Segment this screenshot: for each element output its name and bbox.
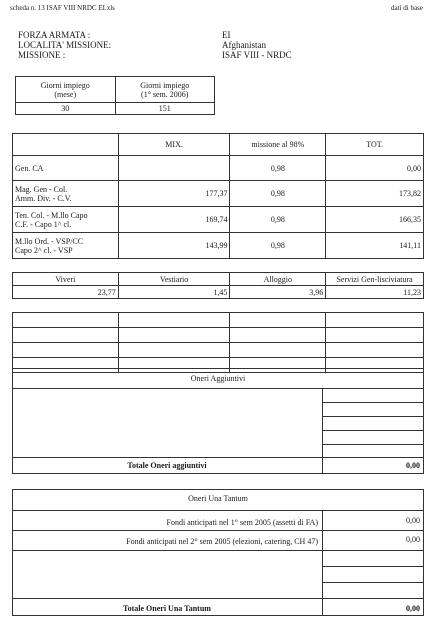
oneri-una-tantum-title: Oneri Una Tantum xyxy=(188,494,248,503)
mix-row-tot: 141,11 xyxy=(326,233,424,259)
servizi-value-servizi: 11,23 xyxy=(326,286,424,299)
oneri-aggiuntivi-line xyxy=(322,430,424,431)
mix-row xyxy=(13,207,424,233)
mix-header-mix: MIX. xyxy=(118,134,230,156)
mix-row xyxy=(13,181,424,207)
value-forza-armata: EI xyxy=(222,30,231,40)
mix-row-tot: 166,35 xyxy=(326,207,424,233)
mix-row-label: M.llo Ord. - VSP/CC Capo 2^ cl. - VSP xyxy=(13,233,119,259)
mix-header-blank xyxy=(13,134,119,156)
servizi-header-vestiario: Vestiario xyxy=(118,273,230,286)
oneri-aggiuntivi-line xyxy=(12,388,424,389)
list-item: Fondi anticipati nel 1° sem 2005 (assetti di FA) xyxy=(166,518,318,527)
oneri-una-tantum-line xyxy=(12,550,424,551)
label-missione: MISSIONE : xyxy=(18,50,66,60)
mix-row-label: Mag. Gen - Col. Amm. Div. - C.V. xyxy=(13,181,119,207)
mix-row-tot: 0,00 xyxy=(326,156,424,181)
list-item-value: 0,00 xyxy=(406,516,420,525)
servizi-value-alloggio: 3,96 xyxy=(230,286,326,299)
mix-row xyxy=(13,156,424,181)
info-labels xyxy=(18,30,111,60)
oneri-una-tantum-box xyxy=(12,489,424,616)
oneri-aggiuntivi-title: Oneri Aggiuntivi xyxy=(190,374,246,383)
giorni-header-mese: Giorni impiego (mese) xyxy=(16,77,116,103)
oneri-una-tantum-line xyxy=(12,510,424,511)
mix-row-percent: 0,98 xyxy=(230,181,326,207)
servizi-header-viveri: Viveri xyxy=(13,273,119,286)
oneri-aggiuntivi-line xyxy=(12,457,424,458)
oneri-una-tantum-line xyxy=(12,530,424,531)
servizi-header-servizi: Servizi Gen-lisciviatura xyxy=(326,273,424,286)
oneri-una-tantum-line xyxy=(322,582,424,583)
mix-row xyxy=(13,233,424,259)
mix-row-mix: 169,74 xyxy=(118,207,230,233)
mix-table xyxy=(12,133,424,259)
oneri-una-tantum-line xyxy=(322,566,424,567)
servizi-header-alloggio: Alloggio xyxy=(230,273,326,286)
giorni-value-semestre: 151 xyxy=(115,103,215,115)
value-missione: ISAF VIII - NRDC xyxy=(222,50,292,60)
mix-header-percent: missione al 98% xyxy=(230,134,326,156)
totale-oneri-aggiuntivi-label: Totale Oneri aggiuntivi xyxy=(127,461,207,470)
info-values xyxy=(222,30,292,60)
totale-oneri-una-tantum-label: Totale Oneri Una Tantum xyxy=(123,604,211,613)
list-item-value: 0,00 xyxy=(406,535,420,544)
oneri-aggiuntivi-box xyxy=(12,368,424,474)
mix-row-mix xyxy=(118,156,230,181)
oneri-aggiuntivi-line xyxy=(322,416,424,417)
mix-row-mix: 143,99 xyxy=(118,233,230,259)
oneri-aggiuntivi-line xyxy=(322,444,424,445)
giorni-value-mese: 30 xyxy=(16,103,116,115)
mix-header-tot: TOT. xyxy=(326,134,424,156)
mix-row-label: Ten. Col. - M.llo Capo C.F. - Capo 1^ cl. xyxy=(13,207,119,233)
servizi-table xyxy=(12,272,424,299)
mix-row-percent: 0,98 xyxy=(230,156,326,181)
oneri-una-tantum-divider xyxy=(322,510,323,616)
servizi-value-vestiario: 1,45 xyxy=(118,286,230,299)
header-note: dati di base xyxy=(391,4,423,12)
servizi-value-viveri: 23,77 xyxy=(13,286,119,299)
totale-oneri-una-tantum-value: 0,00 xyxy=(406,604,420,613)
label-forza-armata: FORZA ARMATA : xyxy=(18,30,91,40)
giorni-table xyxy=(15,76,215,115)
oneri-aggiuntivi-line xyxy=(322,402,424,403)
giorni-header-semestre: Giorni impiego (1° sem. 2006) xyxy=(115,77,215,103)
list-item: Fondi anticipati nel 2° sem 2005 (elezioni, catering, CH 47) xyxy=(126,537,318,546)
oneri-una-tantum-line xyxy=(12,598,424,599)
value-localita-missione: Afghanistan xyxy=(222,40,266,50)
mix-row-tot: 173,82 xyxy=(326,181,424,207)
label-localita-missione: LOCALITA' MISSIONE: xyxy=(18,40,112,50)
mix-row-label: Gen. CA xyxy=(13,156,119,181)
empty-grid xyxy=(12,312,424,373)
file-name: scheda n. 13 ISAF VIII NRDC EI.xls xyxy=(10,4,115,12)
mix-row-mix: 177,37 xyxy=(118,181,230,207)
mix-row-percent: 0,98 xyxy=(230,207,326,233)
mix-row-percent: 0,98 xyxy=(230,233,326,259)
totale-oneri-aggiuntivi-value: 0,00 xyxy=(406,461,420,470)
